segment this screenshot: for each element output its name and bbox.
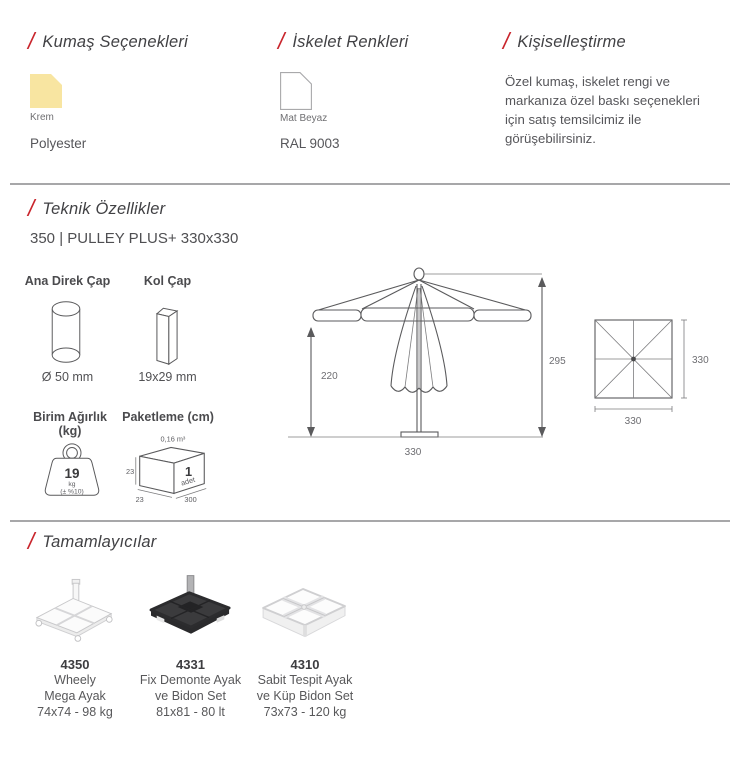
product-line: 74x74 - 98 kg: [37, 705, 113, 719]
unit-weight-label: Birim Ağırlık (kg): [33, 410, 107, 438]
frame-swatch-shape: [281, 73, 312, 110]
arm-label: Kol Çap: [143, 274, 192, 288]
section-slash-icon: [278, 31, 284, 51]
product-line: Fix Demonte Ayak: [139, 673, 242, 687]
package-count: 1: [185, 463, 193, 479]
section-slash-icon: [28, 531, 34, 551]
weight-unit: kg: [68, 481, 76, 489]
technical-section-heading: [28, 198, 165, 219]
product-line: ve Küp Bidon Set: [256, 689, 354, 703]
package-volume: 0,16 m³: [160, 434, 186, 444]
dim-total-height: 295: [549, 356, 566, 367]
product-line: Sabit Tespit Ayak: [257, 673, 353, 687]
umbrella-top-diagram: [588, 308, 728, 426]
complement-product-card[interactable]: [246, 568, 364, 720]
product-code: 4331: [176, 657, 205, 672]
fabric-section-title: Kumaş Seçenekleri: [42, 33, 188, 51]
weight-icon: [36, 441, 108, 499]
packaging-label: Paketleme (cm): [122, 410, 214, 424]
weight-value: 19: [64, 466, 80, 482]
complement-product-card[interactable]: [20, 568, 130, 720]
technical-section-title: Teknik Özellikler: [42, 200, 166, 218]
section-slash-icon: [503, 31, 509, 51]
dim-base-width: 330: [404, 447, 422, 458]
section-slash-icon: [28, 198, 34, 218]
fabric-material: Polyester: [30, 136, 87, 151]
product-code: 4310: [290, 657, 320, 672]
cylinder-icon: [50, 300, 82, 364]
fabric-swatch-label: Krem: [30, 112, 54, 123]
product-line: Mega Ayak: [44, 689, 106, 703]
prism-icon: [153, 300, 181, 366]
personalization-section-heading: [503, 31, 626, 52]
dim-canopy-clearance: 220: [321, 371, 338, 382]
umbrella-side-diagram: [283, 260, 571, 458]
frame-swatch-label: Mat Beyaz: [280, 113, 328, 124]
product-code: 350 | PULLEY PLUS+ 330x330: [30, 230, 239, 247]
section-slash-icon: [28, 31, 34, 51]
frame-section-title: İskelet Renkleri: [292, 33, 409, 51]
product-line: 73x73 - 120 kg: [263, 705, 347, 719]
main-pole-label: Ana Direk Çap: [24, 274, 111, 288]
frame-section-heading: [278, 31, 408, 52]
product-line: ve Bidon Set: [155, 689, 226, 703]
main-pole-value: Ø 50 mm: [41, 370, 94, 384]
dim-top-depth: 330: [692, 355, 709, 366]
complements-section-heading: [28, 531, 156, 552]
package-width: 23: [135, 495, 144, 504]
weight-tolerance: (± %10): [60, 488, 84, 496]
complement-product-card[interactable]: [132, 568, 249, 720]
complements-section-title: Tamamlayıcılar: [42, 533, 157, 551]
dim-top-width: 330: [624, 416, 642, 426]
package-count-unit: adet: [179, 474, 197, 488]
product-line: Wheely: [54, 673, 96, 687]
fabric-section-heading: [28, 31, 188, 52]
package-length: 300: [184, 495, 197, 504]
frame-ral-code: RAL 9003: [280, 136, 340, 151]
product-line: 81x81 - 80 lt: [156, 705, 225, 719]
wheely-base-image: [21, 568, 129, 648]
package-box-icon: [126, 432, 216, 504]
package-height: 23: [126, 466, 135, 476]
personalization-text: Özel kumaş, iskelet rengi ve markanıza özel baskı seçenekleri için satış temsilcimiz ile görüşebilirsiniz.: [505, 74, 700, 146]
frame-swatch[interactable]: [280, 72, 312, 110]
fabric-swatch-shape: [30, 74, 62, 108]
fix-demonte-base-image: [137, 568, 245, 648]
fabric-swatch[interactable]: [30, 74, 62, 108]
sabit-tespit-base-image: [251, 568, 359, 648]
arm-value: 19x29 mm: [138, 370, 197, 384]
product-code: 4350: [60, 657, 90, 672]
personalization-section-title: Kişiselleştirme: [517, 33, 626, 51]
section-divider: [10, 183, 730, 185]
section-divider: [10, 520, 730, 522]
